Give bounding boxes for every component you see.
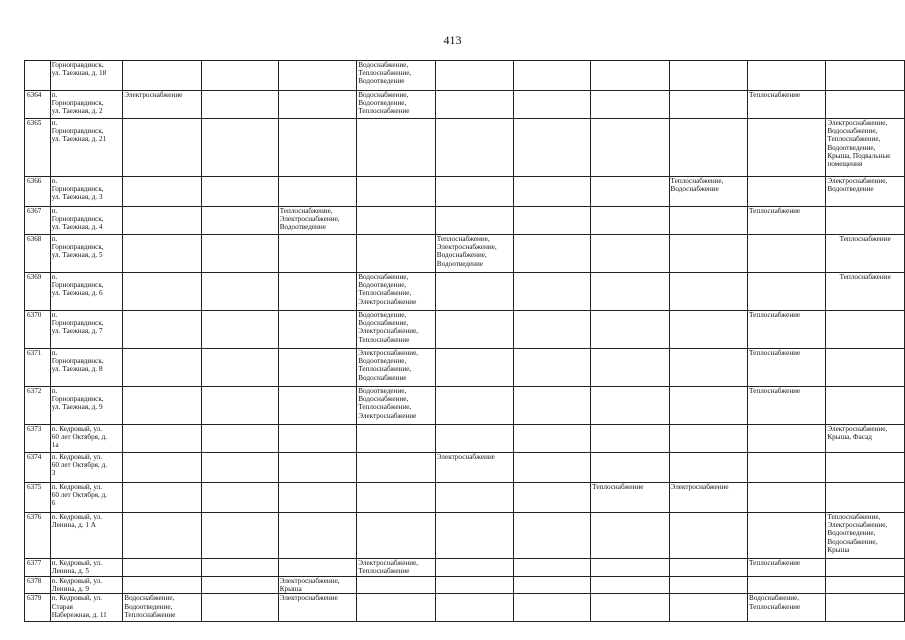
works-cell <box>357 235 436 273</box>
works-cell <box>278 91 357 119</box>
works-cell <box>669 273 748 311</box>
address-cell: п. Кедровый, ул. Ленина, д. 1 А <box>50 513 123 559</box>
works-cell <box>748 425 826 453</box>
table-row <box>25 273 905 311</box>
works-cell <box>278 387 357 425</box>
works-cell: Теплоснабжение <box>748 311 826 349</box>
works-cell <box>591 453 669 483</box>
works-cell: Электроснабжение <box>435 453 514 483</box>
works-cell <box>201 387 278 425</box>
works-cell <box>826 207 905 235</box>
address-cell: п. Кедровый, ул. 60 лет Октября, д. 6 <box>50 483 123 513</box>
works-cell <box>123 425 202 453</box>
works-cell <box>201 91 278 119</box>
works-cell: Теплоснабжение, Электроснабжение, Водоотведение, Водоснабжение, Крыша <box>826 513 905 559</box>
table-row <box>25 119 905 177</box>
works-cell <box>278 559 357 577</box>
works-cell <box>669 559 748 577</box>
works-cell <box>278 513 357 559</box>
row-number-cell: 6378 <box>25 577 51 594</box>
works-cell <box>669 425 748 453</box>
works-cell <box>669 594 748 622</box>
works-cell <box>514 594 591 622</box>
works-cell <box>514 453 591 483</box>
works-cell: Теплоснабжение <box>748 349 826 387</box>
address-cell: п. Кедровый, ул. Старая Набережная, д. 11 <box>50 594 123 622</box>
works-cell <box>357 453 436 483</box>
works-cell <box>123 513 202 559</box>
works-cell <box>591 513 669 559</box>
works-cell <box>123 273 202 311</box>
address-cell: п. Горноправдинск, ул. Таежная, д. 4 <box>50 207 123 235</box>
works-cell <box>669 577 748 594</box>
works-cell: Электроснабжение <box>123 91 202 119</box>
table-row <box>25 425 905 453</box>
address-cell: п. Кедровый, ул. Ленина, д. 5 <box>50 559 123 577</box>
table-row <box>25 91 905 119</box>
address-cell: п. Горноправдинск, ул. Таежная, д. 8 <box>50 349 123 387</box>
works-cell <box>514 513 591 559</box>
works-cell <box>278 453 357 483</box>
works-cell <box>357 594 436 622</box>
row-number-cell: 6366 <box>25 177 51 207</box>
address-cell: п. Кедровый, ул. 60 лет Октября, д. 1а <box>50 425 123 453</box>
works-cell: Теплоснабжение <box>591 483 669 513</box>
row-number-cell: 6372 <box>25 387 51 425</box>
works-cell <box>123 349 202 387</box>
works-cell <box>435 425 514 453</box>
works-cell <box>826 349 905 387</box>
works-cell <box>514 311 591 349</box>
table-row <box>25 513 905 559</box>
works-cell <box>435 311 514 349</box>
works-cell: Водоснабжение, Теплоснабжение, Водоотведение <box>357 61 436 91</box>
works-cell <box>435 207 514 235</box>
works-cell <box>123 453 202 483</box>
works-cell <box>514 207 591 235</box>
works-cell <box>201 577 278 594</box>
works-cell <box>669 207 748 235</box>
works-cell <box>514 119 591 177</box>
table-row <box>25 387 905 425</box>
works-cell <box>278 273 357 311</box>
works-cell <box>669 61 748 91</box>
works-cell <box>123 207 202 235</box>
address-cell: п. Горноправдинск, ул. Таежная, д. 3 <box>50 177 123 207</box>
works-cell <box>201 119 278 177</box>
address-cell: п. Горноправдинск, ул. Таежная, д. 7 <box>50 311 123 349</box>
works-cell <box>669 91 748 119</box>
works-cell <box>123 559 202 577</box>
works-cell: Электроснабжение, Водоотведение <box>826 177 905 207</box>
address-cell: п. Горноправдинск, ул. Таежная, д. 9 <box>50 387 123 425</box>
works-cell <box>748 483 826 513</box>
works-cell <box>435 273 514 311</box>
works-cell <box>591 61 669 91</box>
works-cell <box>357 513 436 559</box>
works-cell <box>435 119 514 177</box>
works-cell <box>826 453 905 483</box>
works-cell <box>435 594 514 622</box>
works-cell: Теплоснабжение, Электроснабжение, Водоотведение <box>278 207 357 235</box>
works-cell <box>278 177 357 207</box>
works-cell: Водоснабжение, Водоотведение, Теплоснабжение, Электроснабжение <box>357 273 436 311</box>
works-cell <box>123 177 202 207</box>
address-cell: п. Горноправдинск, ул. Таежная, д. 21 <box>50 119 123 177</box>
works-cell <box>201 594 278 622</box>
table-row <box>25 207 905 235</box>
works-cell <box>748 119 826 177</box>
works-cell <box>435 91 514 119</box>
works-cell <box>435 349 514 387</box>
works-cell: Теплоснабжение <box>748 207 826 235</box>
works-cell <box>826 311 905 349</box>
address-cell: п. Кедровый, ул. 60 лет Октября, д. 3 <box>50 453 123 483</box>
table-row <box>25 577 905 594</box>
row-number-cell: 6370 <box>25 311 51 349</box>
table-row <box>25 453 905 483</box>
row-number-cell: 6371 <box>25 349 51 387</box>
works-cell <box>123 311 202 349</box>
works-cell <box>201 311 278 349</box>
table-row <box>25 559 905 577</box>
works-cell <box>435 61 514 91</box>
works-cell <box>669 119 748 177</box>
works-cell <box>748 61 826 91</box>
table-row <box>25 311 905 349</box>
works-cell <box>826 91 905 119</box>
works-cell: Теплоснабжение <box>748 559 826 577</box>
row-number-cell: 6369 <box>25 273 51 311</box>
works-cell: Теплоснабжение, Электроснабжение, Водоснабжение, Водоотведение <box>435 235 514 273</box>
row-number-cell: 6376 <box>25 513 51 559</box>
works-cell <box>591 577 669 594</box>
works-cell <box>123 119 202 177</box>
works-cell: Электроснабжение <box>278 594 357 622</box>
works-cell <box>514 483 591 513</box>
works-cell: Водоснабжение, Теплоснабжение <box>748 594 826 622</box>
works-cell <box>435 177 514 207</box>
table-row <box>25 177 905 207</box>
works-cell <box>123 387 202 425</box>
works-cell <box>591 425 669 453</box>
works-cell <box>514 559 591 577</box>
table-row <box>25 61 905 91</box>
works-cell <box>278 235 357 273</box>
row-number-cell: 6374 <box>25 453 51 483</box>
works-cell <box>435 513 514 559</box>
row-number-cell: 6364 <box>25 91 51 119</box>
works-cell <box>201 513 278 559</box>
row-number-cell: 6373 <box>25 425 51 453</box>
table-row <box>25 483 905 513</box>
works-cell <box>514 387 591 425</box>
works-cell: Электроснабжение, Теплоснабжение <box>357 559 436 577</box>
works-cell <box>435 483 514 513</box>
works-cell: Теплоснабжение, Водоснабжение <box>669 177 748 207</box>
address-cell: п. Горноправдинск, ул. Таежная, д. 5 <box>50 235 123 273</box>
works-cell <box>278 425 357 453</box>
works-cell <box>123 577 202 594</box>
works-cell <box>591 119 669 177</box>
works-cell <box>826 483 905 513</box>
row-number-cell: 6379 <box>25 594 51 622</box>
works-cell <box>201 483 278 513</box>
works-cell <box>826 559 905 577</box>
works-cell <box>514 235 591 273</box>
works-cell <box>201 207 278 235</box>
works-cell <box>123 483 202 513</box>
works-cell <box>514 273 591 311</box>
address-cell: п. Кедровый, ул. Ленина, д. 9 <box>50 577 123 594</box>
row-number-cell: 6368 <box>25 235 51 273</box>
works-cell <box>591 91 669 119</box>
works-cell: Теплоснабжение <box>826 235 905 273</box>
works-cell <box>357 207 436 235</box>
page-number: 413 <box>443 33 462 47</box>
table-row <box>25 235 905 273</box>
works-cell <box>669 513 748 559</box>
works-cell <box>669 349 748 387</box>
works-cell <box>514 61 591 91</box>
works-cell <box>201 235 278 273</box>
works-cell <box>514 577 591 594</box>
works-cell <box>591 207 669 235</box>
works-cell <box>278 119 357 177</box>
works-cell <box>669 387 748 425</box>
works-cell <box>514 349 591 387</box>
works-cell <box>514 177 591 207</box>
works-cell <box>201 425 278 453</box>
works-cell <box>357 577 436 594</box>
row-number-cell: 6367 <box>25 207 51 235</box>
works-cell <box>748 453 826 483</box>
works-cell: Теплоснабжение <box>748 91 826 119</box>
works-cell <box>278 349 357 387</box>
row-number-cell <box>25 61 51 91</box>
address-cell: Горноправдинск, ул. Таежная, д. 18 <box>50 61 123 91</box>
works-cell <box>591 177 669 207</box>
works-cell <box>357 177 436 207</box>
works-cell: Электроснабжение, Крыша <box>278 577 357 594</box>
works-cell <box>669 235 748 273</box>
works-cell <box>201 349 278 387</box>
works-table <box>24 60 905 622</box>
row-number-cell: 6375 <box>25 483 51 513</box>
works-cell <box>435 387 514 425</box>
works-cell: Водоснабжение, Водоотведение, Теплоснабжение <box>357 91 436 119</box>
works-cell <box>514 91 591 119</box>
works-cell <box>669 453 748 483</box>
works-cell <box>278 483 357 513</box>
works-cell: Теплоснабжение <box>826 273 905 311</box>
works-cell <box>435 559 514 577</box>
works-cell <box>201 177 278 207</box>
works-cell <box>591 235 669 273</box>
table-row <box>25 349 905 387</box>
row-number-cell: 6365 <box>25 119 51 177</box>
works-cell <box>591 559 669 577</box>
works-cell <box>357 119 436 177</box>
works-cell <box>826 594 905 622</box>
works-cell <box>748 577 826 594</box>
address-cell: п. Горноправдинск, ул. Таежная, д. 2 <box>50 91 123 119</box>
works-cell <box>591 273 669 311</box>
row-number-cell: 6377 <box>25 559 51 577</box>
works-cell <box>748 177 826 207</box>
works-cell <box>826 577 905 594</box>
works-cell <box>201 559 278 577</box>
works-cell <box>591 594 669 622</box>
works-cell: Электроснабжение, Крыша, Фасад <box>826 425 905 453</box>
works-cell <box>826 387 905 425</box>
works-cell <box>123 235 202 273</box>
works-cell <box>123 61 202 91</box>
works-cell: Водоснабжение, Водоотведение, Теплоснабжение <box>123 594 202 622</box>
works-cell <box>435 577 514 594</box>
works-cell: Электроснабжение, Водоотведение, Теплоснабжение, Водоснабжение <box>357 349 436 387</box>
works-cell <box>591 311 669 349</box>
works-cell <box>826 61 905 91</box>
works-cell: Водоотведение, Водоснабжение, Электроснабжение, Теплоснабжение <box>357 311 436 349</box>
works-cell <box>669 311 748 349</box>
works-cell <box>201 273 278 311</box>
works-cell <box>591 387 669 425</box>
works-cell <box>357 483 436 513</box>
works-cell: Электроснабжение, Водоснабжение, Теплоснабжение, Водоотведение, Крыша, Подвальные помещения <box>826 119 905 177</box>
works-cell <box>278 61 357 91</box>
works-cell <box>201 61 278 91</box>
works-cell <box>748 235 826 273</box>
works-cell: Водоотведение, Водоснабжение, Теплоснабжение, Электроснабжение <box>357 387 436 425</box>
table-row <box>25 594 905 622</box>
works-cell <box>748 273 826 311</box>
works-cell <box>514 425 591 453</box>
works-cell: Электроснабжение <box>669 483 748 513</box>
works-cell <box>201 453 278 483</box>
works-cell <box>357 425 436 453</box>
works-cell <box>748 513 826 559</box>
address-cell: п. Горноправдинск, ул. Таежная, д. 6 <box>50 273 123 311</box>
works-cell: Теплоснабжение <box>748 387 826 425</box>
works-cell <box>591 349 669 387</box>
works-cell <box>278 311 357 349</box>
